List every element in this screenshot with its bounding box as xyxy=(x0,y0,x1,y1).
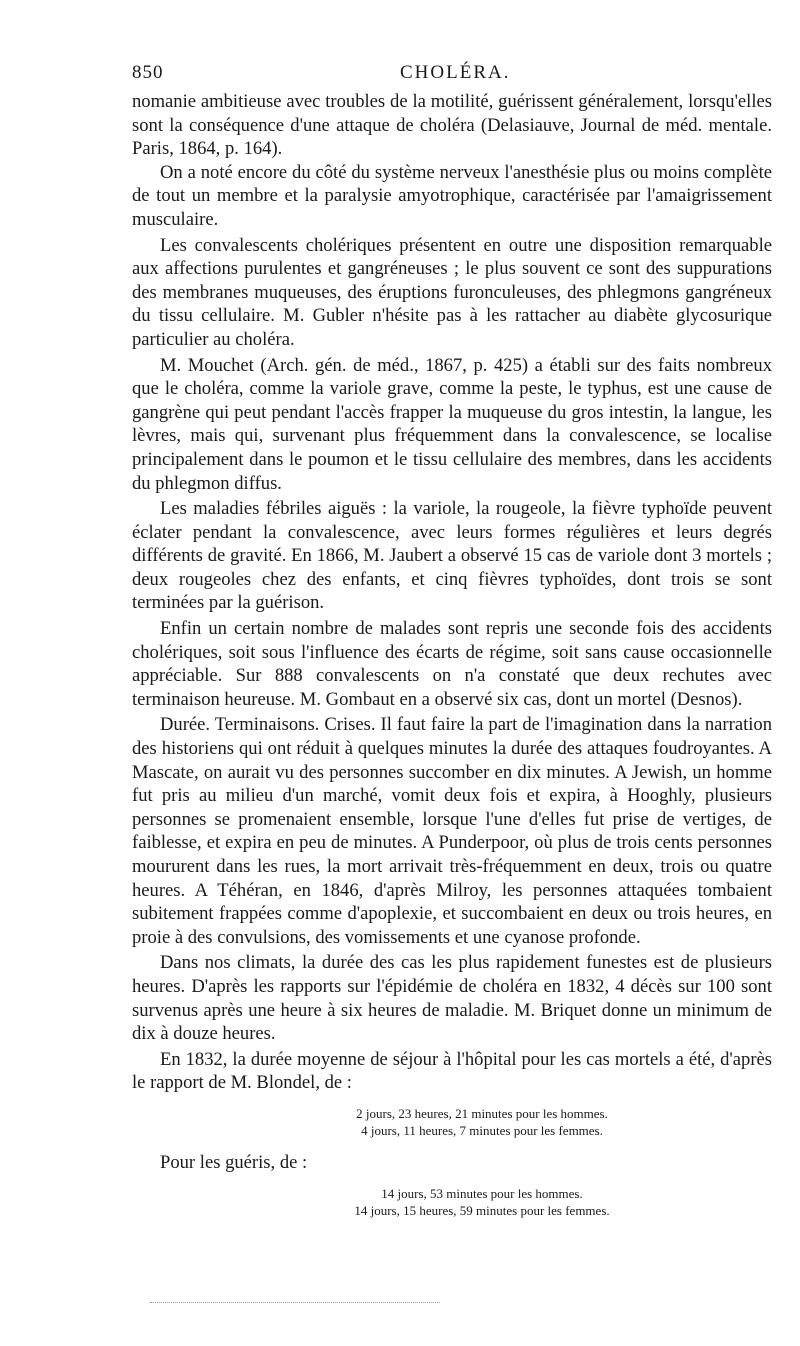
paragraph-febrile-diseases: Les maladies fébriles aiguës : la variole, la rougeole, la fièvre typhoïde peuvent éclater pendant la convalescence, avec leurs formes régulières et leurs degrés différents de gravité. En 1866, M. Jaubert a observé 15 cas de variole dont 3 mortels ; deux rougeoles chez des enfants, et cinq fièvres typhoïdes, dont trois se sont terminées par la guérison. xyxy=(132,498,772,614)
page-header xyxy=(132,62,772,88)
paragraph-convalescents: Les convalescents cholériques présentent en outre une disposition remarquable aux affections purulentes et gangréneuses ; le plus souvent ce sont des suppurations des membranes muqueuses, des éruptions furonculeuses, des phlegmons gangréneux du tissu cellulaire. M. Gubler n'hésite pas à les rattacher au diabète glycosurique particulier au choléra. xyxy=(132,234,772,350)
footer-rule xyxy=(150,1302,440,1303)
stats-mortels-men: 2 jours, 23 heures, 21 minutes pour les hommes. xyxy=(356,1105,608,1121)
paragraph-mouchet: M. Mouchet (Arch. gén. de méd., 1867, p. 425) a établi sur des faits nombreux que le choléra, comme la variole grave, comme la peste, le typhus, est une cause de gangrène qui peut pendant l'accès frapper la muqueuse du gros intestin, la langue, les lèvres, mais qui, survenant plus fréquemment dans la convalescence, se localise principalement dans le poumon et le tissu cellulaire des membres, dans les accidents du phlegmon diffus. xyxy=(132,354,772,494)
stats-gueris xyxy=(132,1185,772,1219)
paragraph-duree: Durée. Terminaisons. Crises. Il faut faire la part de l'imagination dans la narration des historiens qui ont réduit à quelques minutes la durée des attaques foudroyantes. A Mascate, on aurait vu des personnes succomber en dix minutes. A Jewish, un homme fut pris au milieu d'un marché, vomit deux fois et expira, à Hooghly, plusieurs personnes se promenaient ensemble, lorsque l'une d'elles fut prise de vertiges, de faiblesse, et expira en peu de minutes. A Punderpoor, où plus de trois cents personnes moururent dans les rues, la mort arrivait très-fréquemment en deux, trois ou quatre heures. A Téhéran, en 1846, d'après Milroy, les personnes attaquées tombaient subitement frappées comme d'apoplexie, et succombaient en deux ou trois heures, en proie à des convulsions, des vomissements et une cyanose profonde. xyxy=(132,714,772,948)
paragraph-1832-stay: En 1832, la durée moyenne de séjour à l'hôpital pour les cas mortels a été, d'après le rapport de M. Blondel, de : xyxy=(132,1048,772,1094)
stats-gueris-men: 14 jours, 53 minutes pour les hommes. xyxy=(381,1185,583,1201)
body-text xyxy=(132,90,772,1231)
stats-mortels xyxy=(132,1105,772,1139)
paragraph-relapses: Enfin un certain nombre de malades sont repris une seconde fois des accidents cholériques, soit sous l'influence des écarts de régime, soit sans cause occasionnelle appréciable. Sur 888 convalescents on n'a constaté que deux rechutes avec terminaison heureuse. M. Gombaut en a observé six cas, dont un mortel (Desnos). xyxy=(132,618,772,710)
stats-mortels-women: 4 jours, 11 heures, 7 minutes pour les femmes. xyxy=(361,1122,603,1138)
paragraph-climates: Dans nos climats, la durée des cas les plus rapidement funestes est de plusieurs heures. D'après les rapports sur l'épidémie de choléra en 1832, 4 décès sur 100 sont survenus après une heure à six heures de maladie. M. Briquet donne un minimum de dix à douze heures. xyxy=(132,952,772,1045)
paragraph-anesthesia: On a noté encore du côté du système nerveux l'anesthésie plus ou moins complète de tout un membre et la paralysie amyotrophique, caractérisée par l'amaigrissement musculaire. xyxy=(132,161,772,230)
stats-gueris-women: 14 jours, 15 heures, 59 minutes pour les femmes. xyxy=(354,1202,610,1218)
page-number: 850 xyxy=(132,62,164,83)
running-title: CHOLÉRA. xyxy=(400,62,511,83)
paragraph-nervous-continuation: nomanie ambitieuse avec troubles de la motilité, guérissent généralement, lorsqu'elles sont la conséquence d'une attaque de choléra (Delasiauve, Journal de méd. mentale. Paris, 1864, p. 164). xyxy=(132,91,772,160)
gueris-label: Pour les guéris, de : xyxy=(160,1151,308,1173)
